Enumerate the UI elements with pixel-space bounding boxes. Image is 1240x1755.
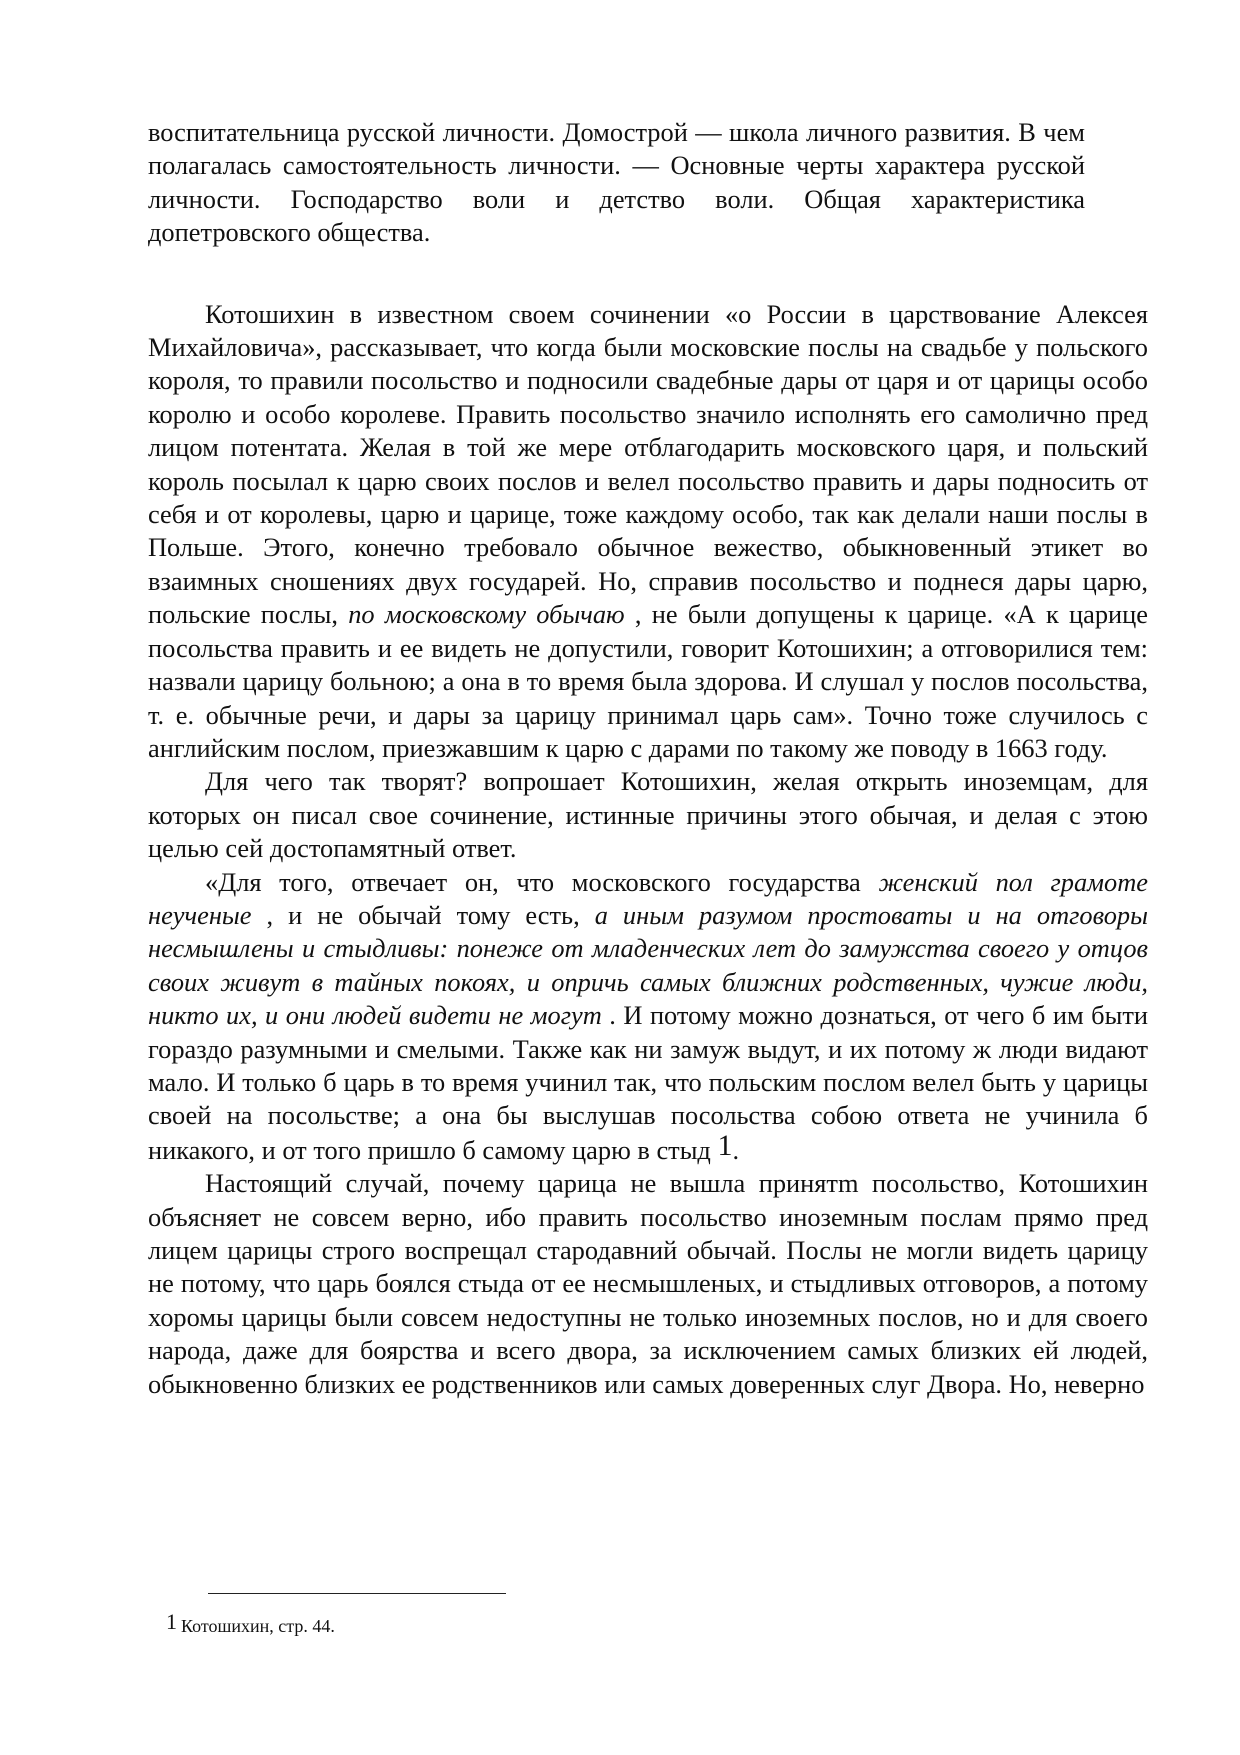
footnote [166,1609,335,1637]
paragraph-1-text-end: , не были допущены к царице. «А к царице посольства править и ее видеть не допустили, говорит Котошихин; а отговорилися тем: назвали царицу больною; а она в то время была здорова. И слушал у послов посольства, т. е. обычные речи, и дары за царицу принимал царь сам». Точно тоже случилось с английским послом, приезжавшим к царю с дарами по такому же поводу в 1663 году. [148,599,1148,763]
paragraph-2: Для чего так творят? вопрошает Котошихин, желая открыть иноземцам, для которых он писал свое сочинение, истинные причины этого обычая, и делая с этою целью сей достопамятный ответ. [148,766,1148,864]
paragraph-1-text: Котошихин в известном своем сочинении «о России в царствование Алексея Михайловича», рассказывает, что когда были московские послы на свадьбе у польского короля, то правили посольство и подносили свадебные дары от царя и от царицы особо королю и особо королеве. Править посольство значило исполнять его самолично пред лицом потентата. Желая в той же мере отблагодарить московского царя, и польский король посылал к царю своих послов и велел посольство править и дары подносить от себя и от королевы, царю и царице, тоже каждому особо, так как делали наши послы в Польше. Этого, конечно требовало обычное вежество, обыкновенный этикет во взаимных сношениях двух государей. Но, справив посольство и поднеся дары царю, польские послы, [148,298,1148,630]
paragraph-3-italic-2: а иным разумом простоваты и на отговоры несмышлены и стыдливы: понеже от младенческих лет до замужства своего у отцов своих живут в тайных покоях, и опричь самых ближних родственных, чужие люди, никто их, и они людей видети не могут [148,899,1149,1031]
paragraph-1-italic: по московскому обычаю [348,599,625,630]
footnote-text: Котошихин, стр. 44. [181,1616,335,1636]
paragraph-4: Настоящий случай, почему царица не вышла принятm посольство, Котошихин объясняет не совсем верно, ибо править посольство иноземным послам прямо пред лицем царицы строго воспрещал стародавний обычай. Послы не могли видеть царицу не потому, что царь боялся стыда от ее несмышленых, и стыдливых отговоров, а потому хоромы царицы были совсем недоступны не только иноземных послов, но и для своего народа, даже для боярства и всего двора, за исключением самых близких ей людей, обыкновенно близких ее родственников или самых доверенных слуг Двора. Но, неверно [148,1168,1148,1399]
paragraph-3-text-mid: , и не обычай тому есть, [251,899,595,930]
paragraph-3-period: . [732,1134,740,1165]
footnote-reference[interactable]: 1 [717,1128,733,1162]
footnote-number: 1 [166,1609,177,1634]
paragraph-3-text-end: . И потому можно дознаться, от чего б им быти гораздо разумными и смелыми. Также как ни замуж выдут, и их потому ж люди видают мало. И только б царь в то время учинил так, что польским послом велел быть у царицы своей на посольстве; а она бы выслушав посольства собою ответа не учинила б никакого, и от того пришло б самому царю в стыд [148,1000,1148,1165]
paragraph-3 [148,866,1148,1168]
page-body [148,116,1148,1401]
chapter-summary: воспитательница русской личности. Домострой — школа личного развития. В чем полагалась самостоятельность личности. — Основные черты характера русской личности. Господарство воли и детство воли. Общая характеристика допетровского общества. [148,117,1085,248]
paragraph-3-text-start: «Для того, отвечает он, что московского государства [205,866,879,897]
footnote-separator [208,1593,506,1594]
paragraph-1 [148,298,1148,766]
paragraph-3-italic-1: женский пол грамоте неученые [148,866,1148,930]
